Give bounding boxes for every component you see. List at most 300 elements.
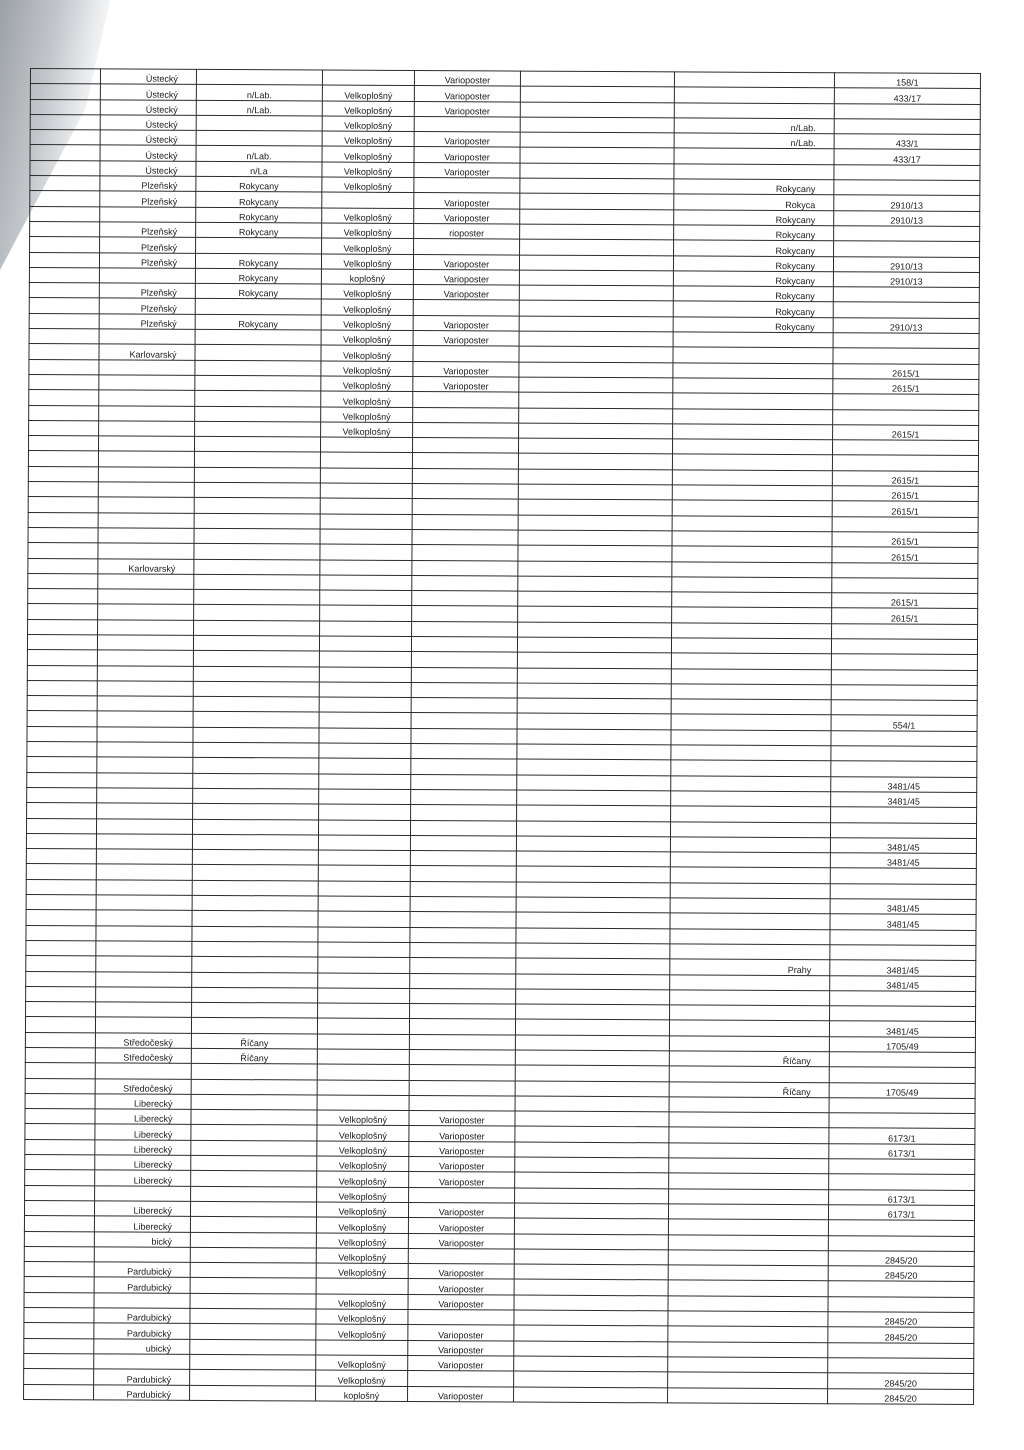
cell-location: Rokyca (674, 194, 834, 210)
cell-parcel (830, 1006, 976, 1022)
cell-parcel: 2910/13 (833, 256, 979, 272)
cell-town (191, 1125, 317, 1141)
cell-type: Velkoplošný (317, 1126, 409, 1142)
cell-parcel: 2615/1 (832, 547, 978, 563)
cell-format: Varioposter (413, 361, 519, 377)
cell-type (317, 1080, 409, 1096)
cell-type: Velkoplošný (321, 284, 413, 300)
cell-address (520, 224, 674, 240)
cell-row-index (24, 1231, 94, 1247)
cell-type (320, 483, 412, 499)
cell-parcel: 2845/20 (828, 1266, 974, 1282)
cell-format: Varioposter (414, 86, 520, 102)
cell-address (515, 1035, 669, 1051)
cell-location (668, 1219, 828, 1235)
cell-type: Velkoplošný (322, 208, 414, 224)
cell-location (673, 347, 833, 363)
cell-format (411, 744, 517, 760)
cell-town: Říčany (191, 1048, 317, 1064)
cell-region: Plzeňský (99, 283, 195, 299)
cell-parcel: 3481/45 (830, 914, 976, 930)
cell-address (520, 163, 674, 179)
cell-format: Varioposter (408, 1325, 514, 1341)
cell-format (411, 728, 517, 744)
cell-format (410, 881, 516, 897)
cell-address (520, 102, 674, 118)
cell-region (99, 405, 195, 421)
cell-address (518, 453, 672, 469)
cell-town (194, 620, 320, 636)
cell-type (319, 728, 411, 744)
cell-location: Rokycany (673, 286, 833, 302)
cell-location (671, 699, 831, 715)
cell-address (516, 866, 670, 882)
cell-location (674, 148, 834, 164)
cell-row-index (24, 1369, 94, 1385)
cell-format (412, 453, 518, 469)
cell-row-index (27, 803, 97, 819)
cell-parcel (830, 868, 976, 884)
cell-region: Pardubický (94, 1262, 190, 1278)
cell-row-index (29, 405, 99, 421)
cell-town (192, 834, 318, 850)
cell-region (96, 895, 192, 911)
cell-region (98, 436, 194, 452)
cell-town (190, 1308, 316, 1324)
cell-format (410, 835, 516, 851)
cell-location (671, 745, 831, 761)
cell-address (518, 484, 672, 500)
cell-address (514, 1249, 668, 1265)
cell-format (409, 1095, 515, 1111)
cell-format (414, 239, 520, 255)
cell-type: Velkoplošný (322, 85, 414, 101)
cell-location (672, 515, 832, 531)
cell-format: Varioposter (414, 101, 520, 117)
cell-location (669, 1036, 829, 1052)
cell-location (672, 623, 832, 639)
cell-parcel (834, 119, 980, 135)
cell-row-index (29, 344, 99, 360)
cell-parcel: 2910/13 (834, 210, 980, 226)
cell-type (318, 911, 410, 927)
cell-location (670, 928, 830, 944)
cell-town (191, 1110, 317, 1126)
cell-row-index (25, 1093, 95, 1109)
cell-parcel (831, 761, 977, 777)
cell-town (190, 1324, 316, 1340)
cell-address (520, 132, 674, 148)
cell-row-index (29, 390, 99, 406)
cell-format: Varioposter (409, 1126, 515, 1142)
cell-parcel (830, 883, 976, 899)
cell-address (514, 1356, 668, 1372)
cell-type (318, 988, 410, 1004)
cell-parcel: 2845/20 (828, 1327, 974, 1343)
cell-type: Velkoplošný (316, 1233, 408, 1249)
cell-type (320, 590, 412, 606)
cell-town (191, 1186, 317, 1202)
cell-location (671, 730, 831, 746)
cell-location (669, 1158, 829, 1174)
cell-type: Velkoplošný (321, 315, 413, 331)
cell-parcel (828, 1235, 974, 1251)
cell-location (668, 1372, 828, 1388)
cell-type: Velkoplošný (317, 1110, 409, 1126)
cell-address (515, 1019, 669, 1035)
cell-row-index (28, 482, 98, 498)
cell-location (674, 87, 834, 103)
cell-town (196, 238, 322, 254)
cell-format (412, 545, 518, 561)
cell-row-index (25, 1139, 95, 1155)
cell-address (520, 193, 674, 209)
cell-parcel: 433/1 (834, 134, 980, 150)
cell-parcel: 3481/45 (830, 960, 976, 976)
cell-town (194, 452, 320, 468)
cell-location (673, 378, 833, 394)
cell-region (97, 681, 193, 697)
cell-format (409, 1080, 515, 1096)
cell-type: Velkoplošný (316, 1309, 408, 1325)
cell-address (516, 1004, 670, 1020)
cell-region (100, 207, 196, 223)
cell-region: Liberecký (95, 1140, 191, 1156)
cell-location (670, 867, 830, 883)
cell-address (516, 989, 670, 1005)
cell-town (194, 482, 320, 498)
cell-town (194, 467, 320, 483)
cell-parcel: 2910/13 (833, 317, 979, 333)
cell-town (195, 329, 321, 345)
cell-parcel (834, 164, 980, 180)
cell-format: Varioposter (408, 1218, 514, 1234)
cell-type (319, 667, 411, 683)
cell-address (518, 561, 672, 577)
cell-town: Rokycany (195, 314, 321, 330)
cell-row-index (26, 818, 96, 834)
cell-parcel (834, 103, 980, 119)
cell-region: Plzeňský (100, 191, 196, 207)
cell-format (410, 958, 516, 974)
cell-row-index (29, 267, 99, 283)
cell-town (193, 651, 319, 667)
cell-format: Varioposter (413, 285, 519, 301)
cell-row-index (30, 176, 100, 192)
cell-type (322, 192, 414, 208)
cell-town: Říčany (191, 1033, 317, 1049)
cell-format: Varioposter (413, 315, 519, 331)
cell-address (516, 851, 670, 867)
cell-location: n/Lab. (674, 118, 834, 134)
cell-type (319, 758, 411, 774)
cell-town (193, 666, 319, 682)
cell-parcel: 2615/1 (832, 470, 978, 486)
cell-type (318, 957, 410, 973)
cell-town (191, 1140, 317, 1156)
cell-region (96, 941, 192, 957)
cell-parcel (833, 394, 979, 410)
cell-parcel (833, 333, 979, 349)
cell-row-index (24, 1200, 94, 1216)
cell-region (99, 375, 195, 391)
cell-row-index (29, 313, 99, 329)
cell-region: Liberecký (95, 1124, 191, 1140)
cell-type (318, 881, 410, 897)
cell-location (668, 1326, 828, 1342)
cell-town (192, 987, 318, 1003)
cell-parcel (828, 1296, 974, 1312)
cell-type: Velkoplošný (321, 376, 413, 392)
cell-row-index (25, 1124, 95, 1140)
cell-type (319, 804, 411, 820)
cell-region (96, 910, 192, 926)
cell-address (515, 1050, 669, 1066)
cell-type (320, 498, 412, 514)
cell-format: Varioposter (409, 1111, 515, 1127)
cell-town (193, 788, 319, 804)
cell-parcel: 158/1 (834, 73, 980, 89)
cell-address (514, 1280, 668, 1296)
cell-town (195, 391, 321, 407)
cell-type: Velkoplošný (317, 1141, 409, 1157)
cell-format: Varioposter (408, 1340, 514, 1356)
cell-address (519, 301, 673, 317)
cell-type (317, 1095, 409, 1111)
cell-location (668, 1265, 828, 1281)
cell-row-index (28, 497, 98, 513)
cell-type: Velkoplošný (322, 162, 414, 178)
cell-region: Plzeňský (99, 252, 195, 268)
cell-address (516, 882, 670, 898)
cell-address (514, 1218, 668, 1234)
cell-address (518, 576, 672, 592)
cell-region (95, 1017, 191, 1033)
cell-address (514, 1387, 668, 1403)
cell-format (412, 514, 518, 530)
cell-town (191, 1155, 317, 1171)
cell-address (515, 1096, 669, 1112)
cell-address (515, 1172, 669, 1188)
cell-town (192, 819, 318, 835)
cell-parcel (830, 991, 976, 1007)
cell-type (320, 560, 412, 576)
cell-region: Ústecký (100, 84, 196, 100)
cell-town (194, 544, 320, 560)
cell-type (319, 712, 411, 728)
cell-town (190, 1263, 316, 1279)
cell-address (516, 943, 670, 959)
cell-parcel (832, 516, 978, 532)
cell-region: Karlovarský (98, 558, 194, 574)
cell-format: Varioposter (408, 1355, 514, 1371)
cell-town: Rokycany (195, 284, 321, 300)
cell-region: Středočeský (95, 1078, 191, 1094)
cell-parcel: 554/1 (831, 715, 977, 731)
cell-format (412, 529, 518, 545)
cell-row-index (24, 1353, 94, 1369)
cell-row-index (24, 1262, 94, 1278)
cell-format (410, 866, 516, 882)
cell-address (517, 805, 671, 821)
cell-location (671, 668, 831, 684)
cell-type (318, 865, 410, 881)
listing-table-body (24, 69, 981, 1405)
cell-type: Velkoplošný (316, 1202, 408, 1218)
cell-parcel: 6173/1 (829, 1128, 975, 1144)
cell-address (519, 423, 673, 439)
cell-town (191, 1018, 317, 1034)
cell-type: Velkoplošný (317, 1156, 409, 1172)
cell-row-index (26, 879, 96, 895)
cell-region (96, 849, 192, 865)
cell-format (412, 560, 518, 576)
cell-location (670, 990, 830, 1006)
cell-region (97, 650, 193, 666)
cell-region: Středočeský (95, 1033, 191, 1049)
cell-region (99, 268, 195, 284)
cell-row-index (27, 650, 97, 666)
cell-type: Velkoplošný (322, 238, 414, 254)
cell-row-index (26, 986, 96, 1002)
cell-type (317, 1064, 409, 1080)
cell-town (193, 758, 319, 774)
cell-type: Velkoplošný (317, 1187, 409, 1203)
cell-address (518, 606, 672, 622)
cell-format (408, 1248, 514, 1264)
cell-row-index (25, 1047, 95, 1063)
cell-row-index (30, 99, 100, 115)
cell-address (514, 1310, 668, 1326)
cell-town (196, 69, 322, 85)
cell-address (517, 698, 671, 714)
cell-type: Velkoplošný (322, 131, 414, 147)
cell-town (190, 1293, 316, 1309)
cell-type: Velkoplošný (322, 101, 414, 117)
cell-region (95, 1063, 191, 1079)
cell-town: Rokycany (196, 207, 322, 223)
cell-type: Velkoplošný (322, 223, 414, 239)
cell-location: Rokycany (673, 255, 833, 271)
cell-type (319, 789, 411, 805)
cell-parcel: 2615/1 (833, 379, 979, 395)
cell-region: Ústecký (100, 145, 196, 161)
cell-location (672, 500, 832, 516)
cell-format: Varioposter (414, 193, 520, 209)
cell-town: Rokycany (196, 222, 322, 238)
cell-location: Rokycany (674, 210, 834, 226)
cell-region (94, 1354, 190, 1370)
cell-parcel: 433/17 (834, 88, 980, 104)
cell-location: Rokycany (673, 317, 833, 333)
cell-row-index (27, 634, 97, 650)
cell-region (98, 528, 194, 544)
cell-row-index (30, 221, 100, 237)
cell-parcel: 1705/49 (829, 1036, 975, 1052)
cell-parcel (832, 578, 978, 594)
cell-region (98, 589, 194, 605)
cell-location (669, 1189, 829, 1205)
cell-type (319, 651, 411, 667)
cell-parcel (829, 1052, 975, 1068)
cell-format (410, 897, 516, 913)
cell-type (318, 820, 410, 836)
cell-location (669, 1020, 829, 1036)
cell-row-index (25, 1109, 95, 1125)
cell-type: Velkoplošný (316, 1355, 408, 1371)
cell-format (412, 499, 518, 515)
cell-region: Liberecký (95, 1170, 191, 1186)
cell-town (195, 406, 321, 422)
cell-parcel: 6173/1 (829, 1143, 975, 1159)
cell-address (518, 499, 672, 515)
cell-region (97, 803, 193, 819)
cell-region (98, 451, 194, 467)
cell-row-index (25, 1063, 95, 1079)
cell-town (190, 1278, 316, 1294)
cell-address (517, 744, 671, 760)
cell-type: Velkoplošný (321, 361, 413, 377)
cell-region: Ústecký (100, 130, 196, 146)
cell-location: Říčany (669, 1081, 829, 1097)
cell-format (410, 912, 516, 928)
cell-town (193, 727, 319, 743)
cell-region (96, 1002, 192, 1018)
cell-type: Velkoplošný (316, 1324, 408, 1340)
cell-region: Pardubický (94, 1308, 190, 1324)
cell-town (194, 589, 320, 605)
cell-address (518, 469, 672, 485)
cell-row-index (24, 1338, 94, 1354)
cell-location (672, 561, 832, 577)
cell-region (97, 788, 193, 804)
cell-town (194, 436, 320, 452)
cell-region: Plzeňský (100, 237, 196, 253)
cell-row-index (27, 726, 97, 742)
cell-location: Rokycany (673, 301, 833, 317)
cell-location (668, 1357, 828, 1373)
cell-parcel (830, 929, 976, 945)
cell-location (672, 454, 832, 470)
cell-type: Velkoplošný (321, 330, 413, 346)
cell-region: Karlovarský (99, 344, 195, 360)
cell-address (515, 1188, 669, 1204)
cell-format: Varioposter (408, 1264, 514, 1280)
cell-format (413, 346, 519, 362)
cell-parcel (831, 700, 977, 716)
cell-parcel (833, 302, 979, 318)
cell-town (194, 498, 320, 514)
cell-address (514, 1234, 668, 1250)
cell-town (190, 1354, 316, 1370)
cell-type (317, 1018, 409, 1034)
cell-address (518, 515, 672, 531)
cell-row-index (27, 696, 97, 712)
cell-type: Velkoplošný (316, 1248, 408, 1264)
cell-row-index (28, 527, 98, 543)
cell-row-index (26, 849, 96, 865)
cell-region (94, 1247, 190, 1263)
cell-format: Varioposter (413, 376, 519, 392)
cell-town (192, 972, 318, 988)
cell-town: Rokycany (196, 192, 322, 208)
cell-region (98, 467, 194, 483)
cell-address (514, 1341, 668, 1357)
cell-region (98, 543, 194, 559)
cell-format (411, 805, 517, 821)
cell-row-index (26, 864, 96, 880)
cell-row-index (27, 757, 97, 773)
